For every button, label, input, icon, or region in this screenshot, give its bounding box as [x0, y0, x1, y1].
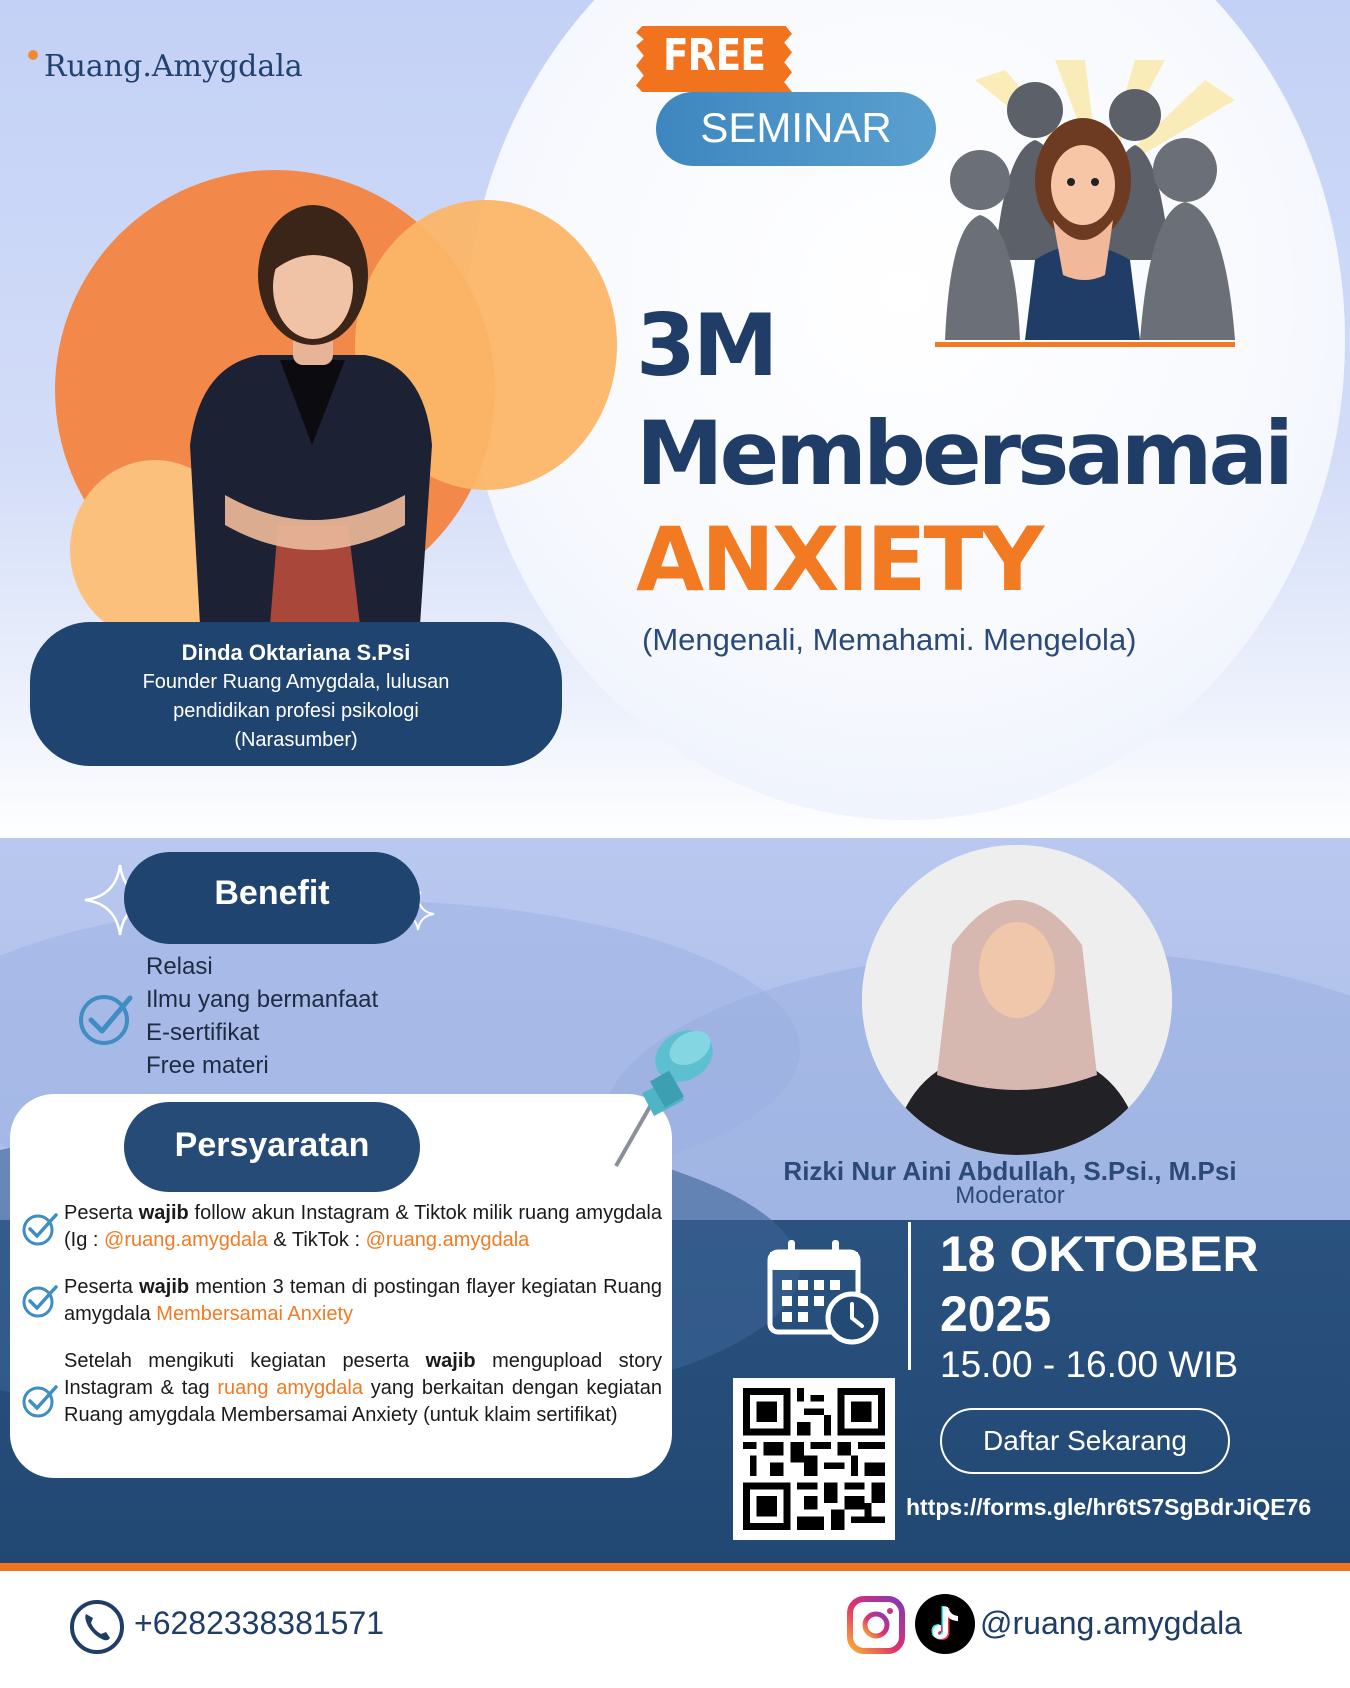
brand-logo: Ruang.Amygdala: [44, 49, 303, 84]
footer-accent-stripe: [0, 1563, 1350, 1571]
benefit-item: Free materi: [146, 1052, 269, 1079]
registration-link[interactable]: https://forms.gle/hr6tS7SgBdrJiQE76: [906, 1494, 1312, 1520]
check-circle-icon: [78, 990, 134, 1046]
moderator-role: Moderator: [955, 1182, 1065, 1209]
speaker-role-line1: Founder Ruang Amygdala, lulusan: [142, 671, 450, 693]
title-line-3: ANXIETY: [636, 508, 1042, 611]
title-line-1: 3M: [636, 296, 776, 396]
requirement-item-2: Peserta wajib mention 3 teman di postingan flayer kegiatan Ruang amygdala Membersamai Anxiety: [64, 1276, 663, 1325]
event-date: 18 OKTOBER 2025: [940, 1226, 1259, 1342]
benefit-list: [146, 950, 378, 1082]
tiktok-icon[interactable]: [914, 1593, 976, 1655]
instagram-icon[interactable]: [846, 1595, 906, 1655]
phone-icon: [68, 1598, 126, 1656]
requirement-item-3: Setelah mengikuti kegiatan peserta wajib mengupload story Instagram & tag ruang amygdala yang berkaitan dengan kegiatan Ruang amygdala Membersamai Anxiety (untuk klaim sertifikat): [64, 1350, 662, 1426]
benefit-heading: Benefit: [214, 874, 330, 912]
tiktok-handle-link: @ruang.amygdala: [365, 1229, 530, 1251]
register-now-button[interactable]: Daftar Sekarang: [940, 1408, 1230, 1474]
check-circle-icon: [22, 1210, 58, 1246]
free-label: FREE: [662, 30, 766, 81]
check-circle-icon: [22, 1382, 58, 1418]
speaker-role-line3: (Narasumber): [234, 729, 358, 751]
speaker-role-line2: pendidikan profesi psikologi: [173, 700, 419, 722]
speaker-card: [30, 622, 562, 766]
phone-number: +6282338381571: [134, 1605, 385, 1641]
divider-line: [908, 1222, 911, 1370]
anxious-person-illustration: [935, 60, 1265, 380]
pushpin-icon: [612, 1018, 722, 1168]
check-circle-icon: [22, 1282, 58, 1318]
calendar-clock-icon: [764, 1236, 884, 1346]
speaker-photo: [170, 195, 455, 625]
registration-qr-code[interactable]: [733, 1378, 895, 1540]
event-time: 15.00 - 16.00 WIB: [940, 1344, 1239, 1385]
requirements-heading: Persyaratan: [174, 1126, 370, 1164]
title-line-2: Membersamai: [636, 402, 1291, 505]
speaker-name: Dinda Oktariana S.Psi: [181, 640, 411, 665]
logo-dot-icon: [28, 50, 38, 60]
title-subtitle: (Mengenali, Memahami. Mengelola): [642, 622, 1137, 657]
seminar-label: SEMINAR: [700, 104, 892, 151]
moderator-name: Rizki Nur Aini Abdullah, S.Psi., M.Psi: [783, 1156, 1237, 1186]
benefit-item: E-sertifikat: [146, 1019, 260, 1046]
requirement-item-1: Peserta wajib follow akun Instagram & Tiktok milik ruang amygdala (Ig : @ruang.amygdala & TikTok : @ruang.amygdala: [64, 1202, 662, 1251]
social-handle: @ruang.amygdala: [980, 1605, 1242, 1641]
benefit-item: Ilmu yang bermanfaat: [146, 986, 379, 1013]
instagram-handle-link: @ruang.amygdala: [104, 1229, 268, 1251]
benefit-item: Relasi: [146, 953, 213, 980]
moderator-photo: [862, 845, 1172, 1155]
